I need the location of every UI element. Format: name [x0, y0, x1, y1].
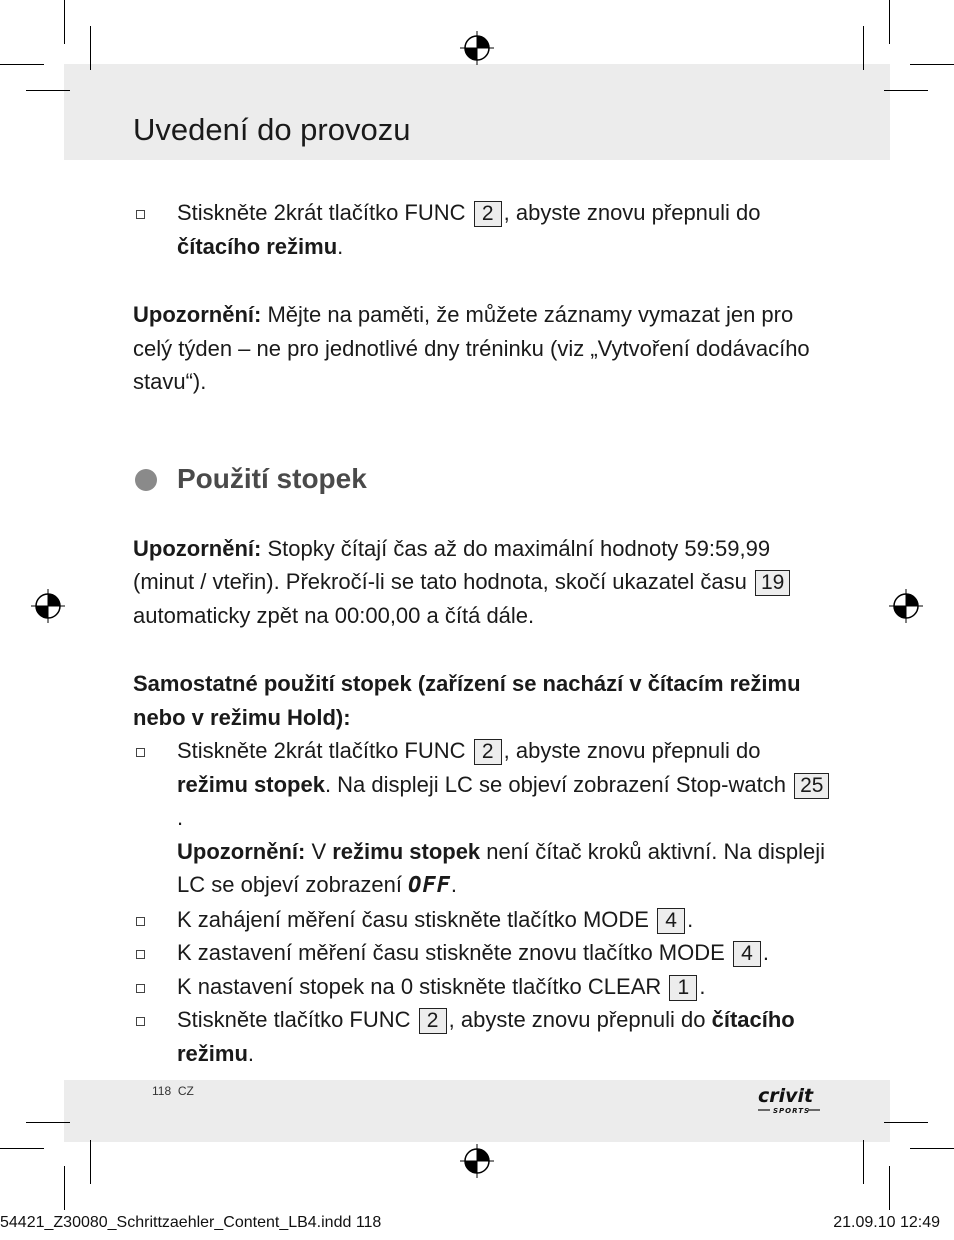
page-number: 118 CZ [152, 1084, 194, 1098]
page-title: Uvedení do provozu [133, 112, 411, 147]
reference-number: 2 [474, 739, 502, 765]
list-item: Stiskněte 2krát tlačítko FUNC 2 , abyste znovu přepnuli do režimu stopek. Na displeji LC se objeví zobrazení Stop-watch 25. Upozornění: V režimu stopek není čítač kroků aktivní. Na displeji LC se objeví zobrazení OFF. [133, 734, 833, 903]
note-label: Upozornění: [133, 535, 262, 561]
checkbox-bullet-icon [136, 210, 145, 219]
main-content [133, 196, 833, 1070]
section-heading: Použití stopek [133, 459, 833, 499]
list-item: Stiskněte tlačítko FUNC 2 , abyste znovu přepnuli do čítacího režimu. [133, 1003, 833, 1070]
svg-text:SPORTS: SPORTS [773, 1107, 811, 1115]
checkbox-bullet-icon [136, 1017, 145, 1026]
reference-number: 4 [657, 908, 685, 934]
note-paragraph: Upozornění: Mějte na paměti, že můžete záznamy vymazat jen pro celý týden – ne pro jednotlivé dny tréninku (viz „Vytvoření dodávacího stavu“). [133, 302, 810, 394]
reference-number: 2 [474, 201, 502, 227]
checkbox-bullet-icon [136, 950, 145, 959]
note-paragraph: Upozornění: Stopky čítají čas až do maximální hodnoty 59:59,99 (minut / vteřin). Překročí-li se tato hodnota, skočí ukazatel času 19 automaticky zpět na 00:00,00 a čítá dále. [133, 532, 833, 633]
reference-number: 4 [733, 941, 761, 967]
list-item: K zahájení měření času stiskněte tlačítko MODE 4 . [133, 903, 833, 937]
subheading: Samostatné použití stopek (zařízení se nachází v čítacím režimu nebo v režimu Hold): [133, 671, 801, 730]
list-item: K nastavení stopek na 0 stiskněte tlačítko CLEAR 1 . [133, 970, 833, 1004]
registration-mark-icon [31, 589, 65, 623]
checkbox-bullet-icon [136, 748, 145, 757]
note-label: Upozornění: [177, 838, 306, 864]
note-label: Upozornění: [133, 302, 262, 327]
crivit-sports-logo [756, 1082, 822, 1118]
checkbox-bullet-icon [136, 917, 145, 926]
list-item: K zastavení měření času stiskněte znovu tlačítko MODE 4 . [133, 936, 833, 970]
slug-line-date: 21.09.10 12:49 [833, 1214, 940, 1231]
reference-number: 2 [419, 1008, 447, 1034]
list-item: Stiskněte 2krát tlačítko FUNC 2 , abyste znovu přepnuli do čítacího režimu. [133, 196, 833, 263]
reference-number: 19 [755, 570, 790, 596]
lcd-off-display: OFF [408, 873, 451, 898]
registration-mark-icon [460, 31, 494, 65]
registration-mark-icon [889, 589, 923, 623]
slug-line-file: 54421_Z30080_Schrittzaehler_Content_LB4.indd 118 [0, 1214, 382, 1231]
svg-text:crivit: crivit [758, 1085, 814, 1107]
registration-mark-icon [460, 1144, 494, 1178]
reference-number: 25 [794, 773, 829, 799]
checkbox-bullet-icon [136, 984, 145, 993]
bullet-dot-icon [135, 469, 157, 491]
reference-number: 1 [669, 975, 697, 1001]
